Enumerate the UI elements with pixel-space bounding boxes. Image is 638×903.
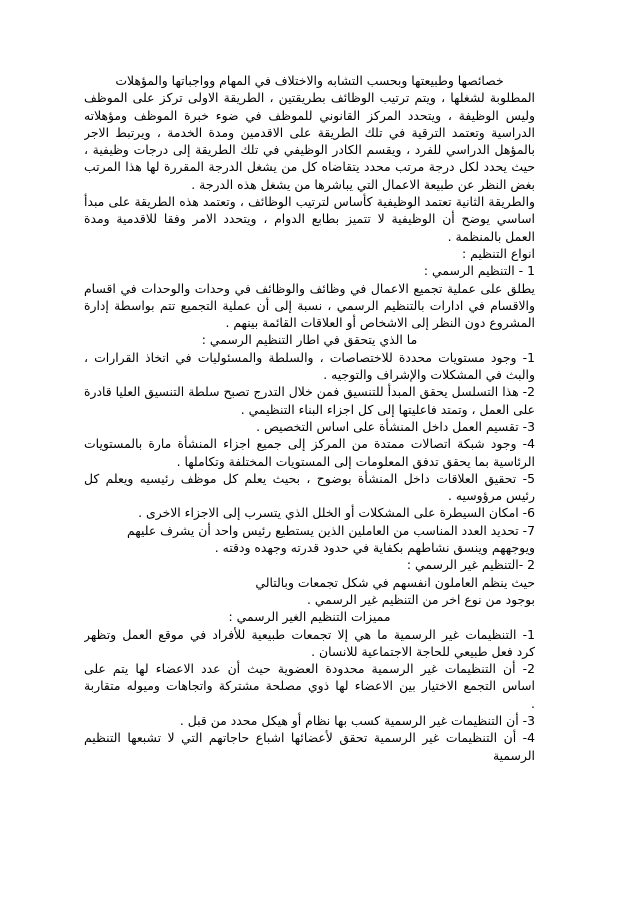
document-line: اساسي يوضح أن الوظيفية لا تتميز بطابع الدوام ، ويتحدد الامر وفقا للاقدمية ومدة [84, 211, 535, 227]
document-line: 1- وجود مستويات محددة للاختصاصات ، والسلطة والمسئوليات في اتخاذ القرارات ، [84, 349, 535, 365]
document-line: والطريقة الثانية تعتمد الوظيفية كأساس لترتيب الوظائف ، وتعتمد هذه الطريقة على مبدأ [84, 194, 535, 210]
document-line: رئيس مرؤوسيه . [448, 488, 535, 504]
document-line: بوجود من نوع اخر من التنظيم غير الرسمي . [306, 591, 535, 607]
document-line: 2- هذا التسلسل يحقق المبدأ للتنسيق فمن خلال التدرج تصبح سلطة التنسيق العليا قادرة [84, 384, 535, 400]
document-line: 1- التنظيمات غير الرسمية ما هي إلا تجمعات طبيعية للأفراد في موقع العمل وتظهر [84, 626, 535, 642]
document-line: يطلق على عملية تجميع الاعمال في وظائف والوظائف في وحدات والوحدات في اقسام [84, 280, 535, 296]
document-line: الدراسية وتعتمد الترقية في تلك الطريقة على الاقدمين ومدة الخدمة ، ويرتبط الاجر [84, 124, 535, 140]
document-line: 3- أن التنظيمات غير الرسمية كسب بها نظام أو هيكل محدد من قبل . [179, 712, 535, 728]
document-line: انواع التنظيم : [461, 245, 535, 261]
document-page [84, 72, 535, 764]
document-line: والاقسام في ادارات بالتنظيم الرسمي ، نسبة إلى أن عملية التجميع تتم بواسطة إدارة [84, 297, 535, 313]
document-line: وليس الوظيفة ، ويتحدد المركز القانوني للموظف في ضوء خبرة الموظف ومؤهلاته [84, 107, 535, 123]
document-line: المطلوبة لشغلها ، ويتم ترتيب الوظائف بطريقتين ، الطريقة الاولى تركز على الموظف [84, 90, 535, 106]
document-line: حيث يحدد لكل درجة مرتب محدد يتقاضاه كل من يشغل الدرجة المقررة لها هذا المرتب [84, 159, 535, 175]
document-line: . [531, 695, 535, 711]
document-line: كرد فعل طبيعي للحاجة الاجتماعية للانسان . [311, 643, 535, 659]
document-line: 6- امكان السيطرة على المشكلات أو الخلل الذي يتسرب إلى الاجزاء الاخرى . [138, 505, 535, 521]
document-line: 1 - التنظيم الرسمي : [423, 263, 535, 279]
document-line: اساس التجمع الاختيار بين الاعضاء لها ذوي مصلحة مشتركة واتجاهات وميوله متقاربة [84, 678, 535, 694]
document-line: 7- تحديد العدد المناسب من العاملين الذين يستطيع رئيس واحد أن يشرف عليهم [127, 522, 535, 538]
document-line: بالمؤهل الدراسي للفرد ، ويقسم الكادر الوظيفي في تلك الطريقة إلى درجات وظيفية ، [84, 142, 535, 158]
document-line: العمل بالمنظمة . [447, 228, 535, 244]
document-line: 4- وجود شبكة اتصالات ممتدة من المركز إلى جميع اجزاء المنشأة مارة بالمستويات [84, 436, 535, 452]
document-line: ما الذي يتحقق في اطار التنظيم الرسمي : [201, 332, 418, 348]
document-line: خصائصها وطبيعتها وبحسب التشابه والاختلاف في المهام وواجباتها والمؤهلات [115, 73, 504, 88]
document-line: 3- تقسيم العمل داخل المنشأة على اساس التخصيص . [256, 418, 535, 434]
document-line: المشروع دون النظر إلى الاشخاص أو العلاقات القائمة بينهم . [225, 315, 535, 331]
document-line: على العمل ، وتمتد فاعليتها إلى كل اجزاء البناء التنظيمي . [240, 401, 535, 417]
document-line: 5- تحقيق العلاقات داخل المنشأة بوضوح ، بحيث يعلم كل موظف رئيسيه ويعلم كل [84, 470, 535, 486]
document-line: 2- أن التنظيمات غير الرسمية محدودة العضوية حيث أن عدد الاعضاء لها يتم على [84, 661, 535, 677]
document-line: حيث ينظم العاملون انفسهم في شكل تجمعات وبالتالي [255, 574, 535, 590]
document-line: الرئاسية بما يحقق تدفق المعلومات إلى المستويات المختلفة وتكاملها . [176, 453, 535, 469]
document-line: بغض النظر عن طبيعة الاعمال التي يباشرها من يشغل هذه الدرجة . [191, 176, 535, 192]
document-line: الرسمية [493, 747, 535, 763]
document-line: 4- أن التنظيمات غير الرسمية تحقق لأعضائها اشباع حاجاتهم التي لا تشبعها التنظيم [84, 730, 535, 746]
document-line: 2 -التنظيم غير الرسمي : [406, 557, 535, 573]
document-line: والبث في المشكلات والإشراف والتوجيه . [323, 367, 535, 383]
document-line: مميزات التنظيم الغير الرسمي : [228, 609, 391, 625]
document-line: ويوجههم وينسق نشاطهم بكفاية في حدود قدرته وجهده ودقته . [214, 540, 535, 556]
